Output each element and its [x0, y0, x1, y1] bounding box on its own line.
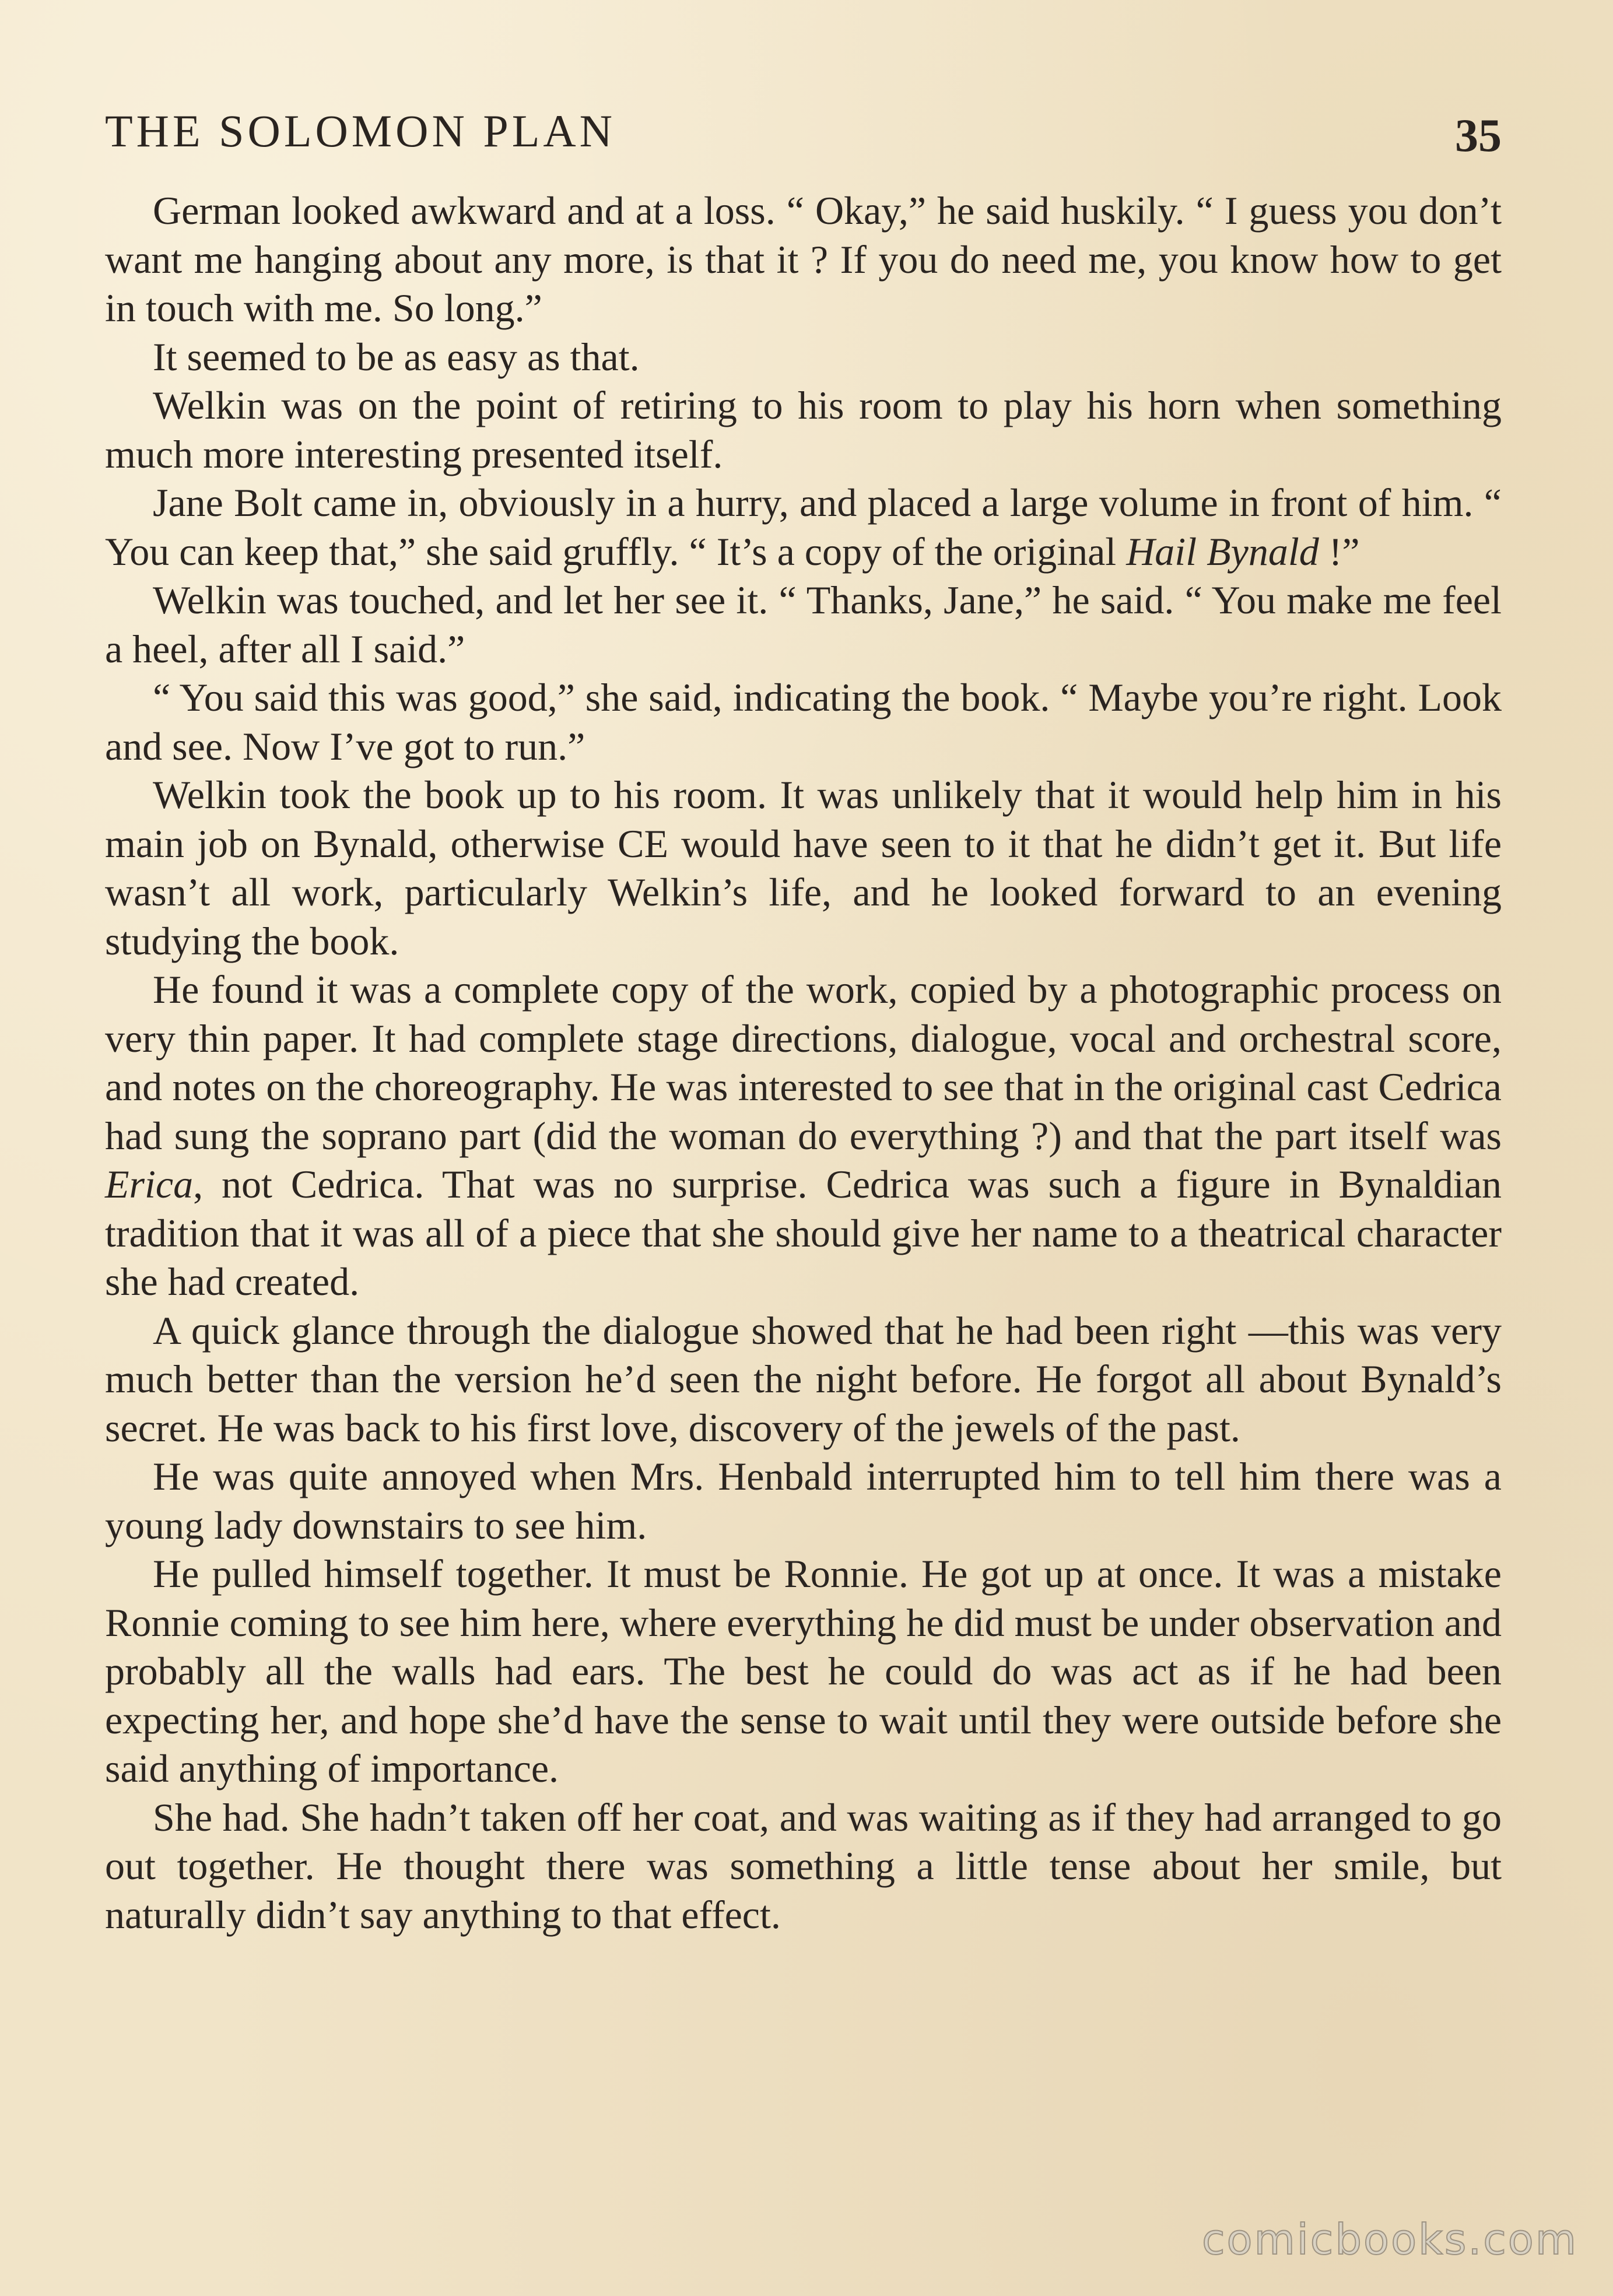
italic-name: Erica [105, 1162, 194, 1206]
paragraph: Welkin was touched, and let her see it. “ Thanks, Jane,” he said. “ You make me feel a heel, after all I said.” [105, 578, 1502, 671]
paragraph-text: Jane Bolt came in, obviously in a hurry, and placed a large volume in front of him. “ You can keep that,” she said gruffly. “ It’s a copy of the original [105, 480, 1502, 574]
body-text [105, 187, 1502, 1939]
book-page [105, 99, 1502, 2198]
paragraph: He was quite annoyed when Mrs. Henbald interrupted him to tell him there was a young lady downstairs to see him. [105, 1454, 1502, 1547]
paragraph-text: !” [1319, 529, 1360, 574]
paragraph: It seemed to be as easy as that. [153, 334, 640, 379]
paragraph: She had. She hadn’t taken off her coat, and was waiting as if they had arranged to go out together. He thought there was something a little tense about her smile, but naturally didn’t say anything to that effect. [105, 1795, 1502, 1937]
paragraph-text: He found it was a complete copy of the work, copied by a photographic process on very thin paper. It had complete stage directions, dialogue, vocal and orchestral score, and notes on the choreography. He was interested to see that in the original cast Cedrica had sung the soprano part (did the woman do everything ?) and that the part itself was [105, 967, 1502, 1158]
watermark: comicbooks.com [1201, 2215, 1578, 2264]
italic-title: Hail Bynald [1126, 529, 1319, 574]
paragraph: German looked awkward and at a loss. “ Okay,” he said huskily. “ I guess you don’t want me hanging about any more, is that it ? If you do need me, you know how to get in touch with me. So long.” [105, 188, 1502, 330]
paragraph [105, 966, 1502, 1307]
paragraph: A quick glance through the dialogue showed that he had been right —this was very much better than the version he’d seen the night before. He forgot all about Bynald’s secret. He was back to his first love, discovery of the jewels of the past. [105, 1308, 1502, 1450]
paragraph: He pulled himself together. It must be Ronnie. He got up at once. It was a mistake Ronnie coming to see him here, where everything he did must be under observation and probably all the walls had ears. The best he could do was act as if he had been expecting her, and hope she’d have the sense to wait until they were outside before she said anything of importance. [105, 1551, 1502, 1791]
paragraph: “ You said this was good,” she said, indicating the book. “ Maybe you’re right. Look and see. Now I’ve got to run.” [105, 675, 1502, 768]
paragraph: Welkin was on the point of retiring to his room to play his horn when something much more interesting presented itself. [105, 383, 1502, 476]
paragraph [105, 479, 1502, 576]
running-title: THE SOLOMON PLAN [105, 106, 616, 156]
page-number: 35 [1455, 110, 1502, 162]
paragraph-text: , not Cedrica. That was no surprise. Cedrica was such a figure in Bynaldian tradition that it was all of a piece that she should give her name to a theatrical character she had created. [105, 1162, 1502, 1304]
paragraph: Welkin took the book up to his room. It was unlikely that it would help him in his main job on Bynald, otherwise CE would have seen to it that he didn’t get it. But life wasn’t all work, particularly Welkin’s life, and he looked forward to an evening studying the book. [105, 773, 1502, 963]
page-header [105, 99, 1502, 163]
